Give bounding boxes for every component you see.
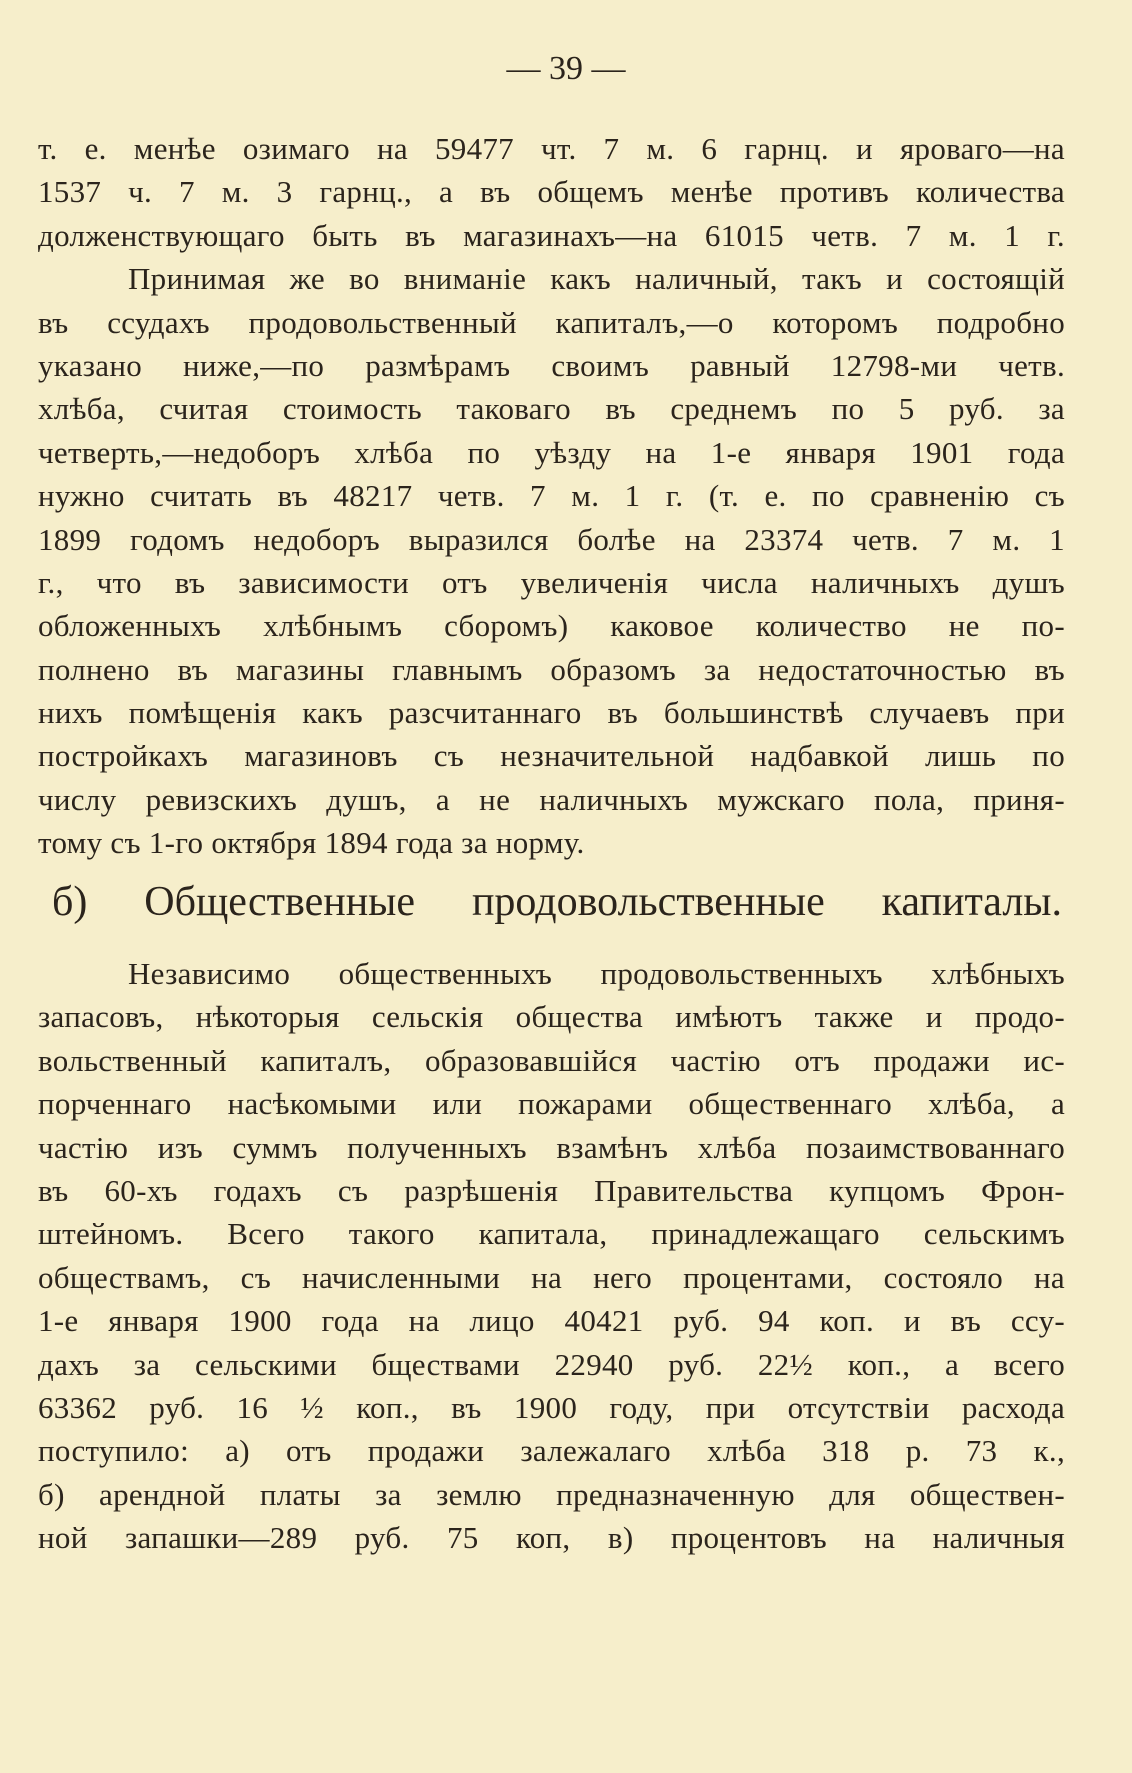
paragraph-2 <box>38 257 1065 864</box>
text-line: поступило: а) отъ продажи залежалаго хлѣба 318 р. 73 к., <box>38 1433 1065 1469</box>
text-line: 1899 годомъ недоборъ выразился болѣе на 23374 четв. 7 м. 1 <box>38 521 1065 557</box>
text-line: въ ссудахъ продовольственный капиталъ,—о которомъ подробно <box>38 304 1065 340</box>
text-line: Принимая же во вниманіе какъ наличный, такъ и состоящій <box>128 261 1065 297</box>
text-line: Независимо общественныхъ продовольственныхъ хлѣбныхъ <box>128 956 1065 991</box>
text-line: вольственный капиталъ, образовавшійся частію отъ продажи ис- <box>38 1042 1065 1078</box>
text-line: частію изъ суммъ полученныхъ взамѣнъ хлѣба позаимствованнаго <box>38 1129 1065 1165</box>
section-heading: б) Общественные продовольственные капиталы. <box>52 879 1062 925</box>
section-paragraph <box>38 952 1065 1559</box>
text-line: нихъ помѣщенія какъ разсчитаннаго въ большинствѣ случаевъ при <box>38 695 1065 731</box>
text-line: числу ревизскихъ душъ, а не наличныхъ мужскаго пола, приня- <box>38 781 1065 817</box>
text-line: г., что въ зависимости отъ увеличенія числа наличныхъ душъ <box>38 564 1065 600</box>
text-line: въ 60-хъ годахъ съ разрѣшенія Правительства купцомъ Фрон- <box>38 1172 1065 1208</box>
text-line: четверть,—недоборъ хлѣба по уѣзду на 1-е января 1901 года <box>38 434 1065 470</box>
text-line: полнено въ магазины главнымъ образомъ за недостаточностью въ <box>38 651 1065 687</box>
text-line: постройкахъ магазиновъ съ незначительной надбавкой лишь по <box>38 738 1065 774</box>
text-line: 63362 руб. 16 ½ коп., въ 1900 году, при отсутствіи расхода <box>38 1389 1065 1425</box>
paragraph-1 <box>38 127 1065 257</box>
text-line: ной запашки—289 руб. 75 коп, в) процентовъ на наличныя <box>38 1520 1065 1556</box>
text-line: 1537 ч. 7 м. 3 гарнц., а въ общемъ менѣе противъ количества <box>38 174 1065 210</box>
text-line: запасовъ, нѣкоторыя сельскія общества имѣютъ также и продо- <box>38 999 1065 1035</box>
text-line: порченнаго насѣкомыми или пожарами общественнаго хлѣба, а <box>38 1086 1065 1122</box>
text-line: т. е. менѣе озимаго на 59477 чт. 7 м. 6 гарнц. и яроваго—на <box>38 131 1065 166</box>
text-line: долженствующаго быть въ магазинахъ—на 61015 четв. 7 м. 1 г. <box>38 217 1065 253</box>
text-line: хлѣба, считая стоимость таковаго въ среднемъ по 5 руб. за <box>38 391 1065 427</box>
text-line: 1-е января 1900 года на лицо 40421 руб. 94 коп. и въ ссу- <box>38 1303 1065 1339</box>
page-number: — 39 — <box>506 50 626 87</box>
text-line: б) арендной платы за землю предназначенную для обществен- <box>38 1476 1065 1512</box>
text-line: нужно считать въ 48217 четв. 7 м. 1 г. (т. е. по сравненію съ <box>38 478 1065 514</box>
text-line: обществамъ, съ начисленными на него процентами, состояло на <box>38 1259 1065 1295</box>
text-line: штейномъ. Всего такого капитала, принадлежащаго сельскимъ <box>38 1216 1065 1252</box>
text-line: тому съ 1-го октября 1894 года за норму. <box>38 825 585 861</box>
text-line: дахъ за сельскими бществами 22940 руб. 22½ коп., а всего <box>38 1346 1065 1382</box>
text-line: указано ниже,—по размѣрамъ своимъ равный 12798-ми четв. <box>38 347 1065 383</box>
body-text-top <box>38 127 1065 865</box>
text-line: обложенныхъ хлѣбнымъ сборомъ) каковое количество не по- <box>38 608 1065 644</box>
